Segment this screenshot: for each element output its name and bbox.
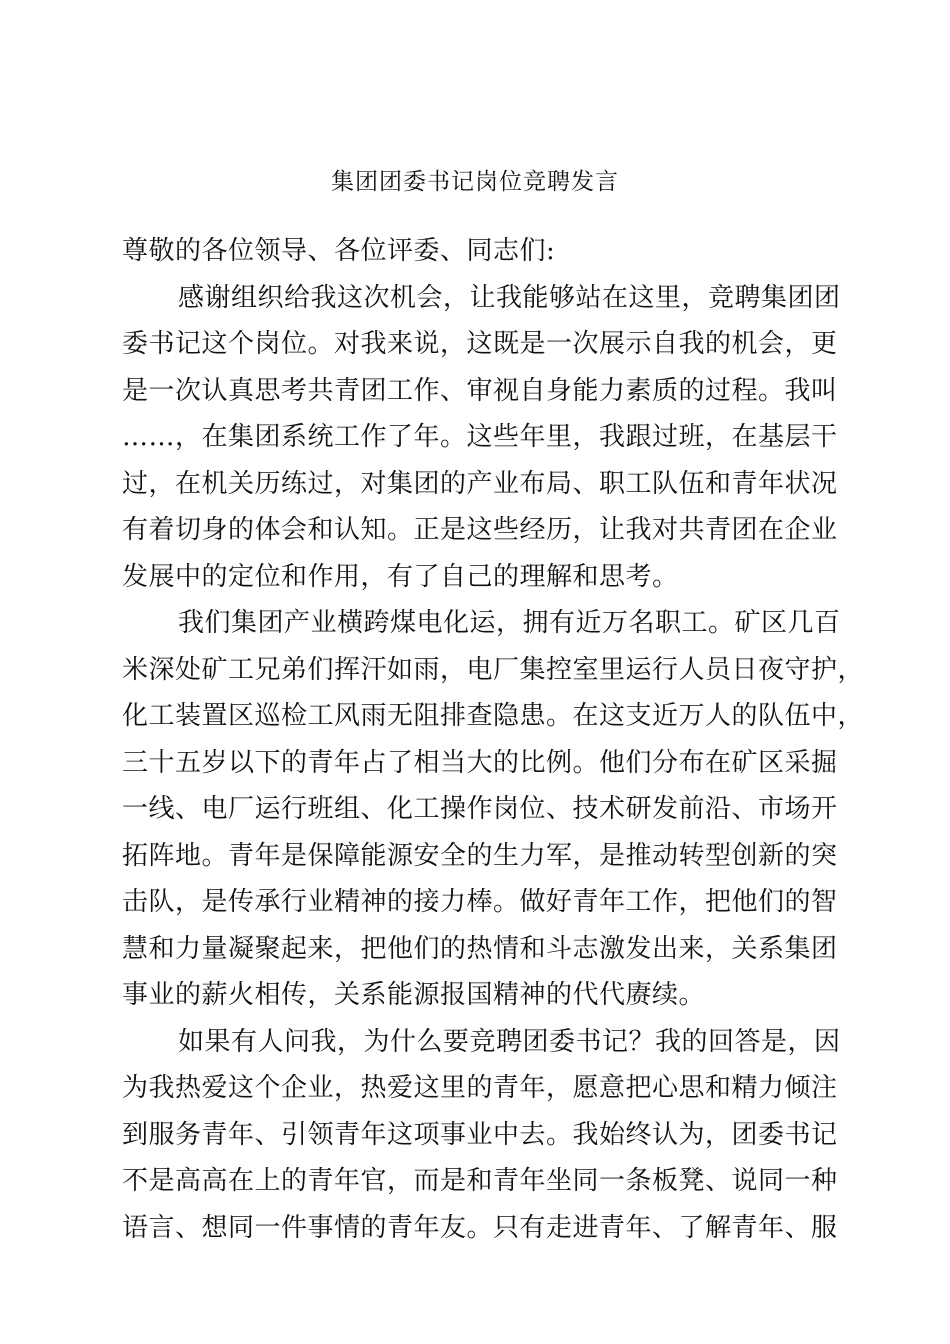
- paragraph-line: 化工装置区巡检工风雨无阻排查隐患。在这支近万人的队伍中，: [122, 701, 865, 731]
- document-title: 集团团委书记岗位竞聘发言: [331, 169, 619, 195]
- paragraph-line: 事业的薪火相传，关系能源报国精神的代代赓续。: [122, 980, 706, 1010]
- paragraph-line: 语言、想同一件事情的青年友。只有走进青年、了解青年、服: [122, 1212, 838, 1243]
- paragraph-line: 委书记这个岗位。对我来说，这既是一次展示自我的机会，更: [122, 329, 838, 359]
- paragraph-line: 是一次认真思考共青团工作、审视自身能力素质的过程。我叫: [122, 375, 838, 406]
- paragraph-line: 不是高高在上的青年官，而是和青年坐同一条板凳、说同一种: [122, 1166, 838, 1196]
- paragraph-line: 击队，是传承行业精神的接力棒。做好青年工作，把他们的智: [122, 887, 838, 917]
- paragraph-line: 三十五岁以下的青年占了相当大的比例。他们分布在矿区采掘: [122, 747, 838, 778]
- paragraph-line: 发展中的定位和作用，有了自己的理解和思考。: [122, 561, 679, 592]
- paragraph-line: 如果有人问我，为什么要竞聘团委书记？我的回答是，因: [178, 1026, 841, 1057]
- paragraph-line: 到服务青年、引领青年这项事业中去。我始终认为，团委书记: [122, 1119, 838, 1150]
- document-body: [122, 228, 865, 1251]
- paragraph-line: 过，在机关历练过，对集团的产业布局、职工队伍和青年状况: [122, 468, 838, 499]
- paragraph-line: ……，在集团系统工作了年。这些年里，我跟过班，在基层干: [122, 422, 838, 452]
- paragraph-line: 有着切身的体会和认知。正是这些经历，让我对共青团在企业: [122, 515, 838, 545]
- paragraph-line: 为我热爱这个企业，热爱这里的青年，愿意把心思和精力倾注: [122, 1073, 838, 1103]
- paragraph-line: 一线、电厂运行班组、化工操作岗位、技术研发前沿、市场开: [122, 794, 838, 824]
- paragraph-line: 拓阵地。青年是保障能源安全的生力军，是推动转型创新的突: [122, 840, 838, 871]
- paragraph-line: 米深处矿工兄弟们挥汗如雨，电厂集控室里运行人员日夜守护，: [122, 654, 865, 685]
- paragraph-line: 我们集团产业横跨煤电化运，拥有近万名职工。矿区几百: [178, 608, 841, 638]
- paragraph-line: 感谢组织给我这次机会，让我能够站在这里，竞聘集团团: [178, 282, 841, 313]
- paragraph-line: 慧和力量凝聚起来，把他们的热情和斗志激发出来，关系集团: [122, 933, 838, 964]
- salutation-line: 尊敬的各位领导、各位评委、同志们:: [122, 236, 556, 266]
